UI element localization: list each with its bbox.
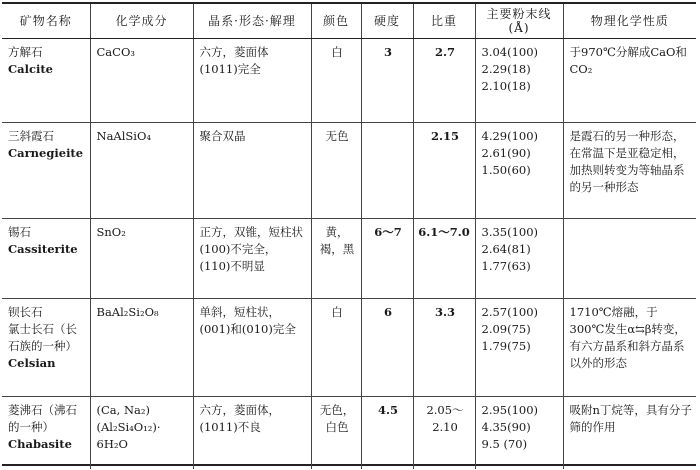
- cell-gravity: [413, 397, 475, 469]
- header-hardness: 硬度: [361, 4, 413, 39]
- cell-crystal: 聚合双晶: [193, 123, 311, 219]
- cell-crystal: 六方，菱面体，(1011)不良: [193, 397, 311, 469]
- powder-line: 2.10(18): [481, 79, 531, 93]
- cell-name: [2, 123, 90, 219]
- powder-line: 2.09(75): [481, 322, 531, 336]
- mineral-table-sheet: [2, 2, 696, 466]
- cell-powder: [475, 219, 563, 299]
- table-row: [2, 123, 696, 219]
- header-powder: [475, 4, 563, 39]
- header-crystal: 晶系·形态·解理: [193, 4, 311, 39]
- name-zh-cont: 的一种）: [8, 420, 54, 434]
- cell-properties: 是霞石的另一种形态，在常温下是亚稳定相，加热则转变为等轴晶系的另一种形态: [563, 123, 696, 219]
- composition-line: 6H₂O: [96, 437, 128, 451]
- header-gravity: 比重: [413, 4, 475, 39]
- powder-line: 3.35(100): [481, 225, 539, 239]
- cell-color: 无色: [311, 123, 361, 219]
- cell-composition: [90, 397, 193, 469]
- cell-gravity: 2.15: [413, 123, 475, 219]
- composition-line: (Ca, Na₂): [96, 403, 150, 417]
- cell-name: [2, 39, 90, 123]
- cell-name: [2, 219, 90, 299]
- cell-properties: 1710℃熔融，于300℃发生α⇆β转变，有六方晶系和斜方晶系以外的形态: [563, 299, 696, 397]
- cell-crystal: 正方，双锥，短柱状(100)不完全，(110)不明显: [193, 219, 311, 299]
- powder-line: 2.29(18): [481, 62, 531, 76]
- cell-gravity: 3.3: [413, 299, 475, 397]
- name-zh: 锡石: [8, 225, 31, 239]
- cell-powder: [475, 39, 563, 123]
- cell-gravity: 2.7: [413, 39, 475, 123]
- cell-composition: SnO₂: [90, 219, 193, 299]
- name-zh: 菱沸石（沸石: [8, 403, 77, 417]
- name-en: Cassiterite: [8, 242, 78, 256]
- name-en: Carnegieite: [8, 146, 84, 160]
- header-properties: 物理化学性质: [563, 4, 696, 39]
- cell-hardness: 3: [361, 39, 413, 123]
- header-powder-title: 主要粉末线: [486, 7, 552, 21]
- powder-line: 2.57(100): [481, 305, 539, 319]
- cell-name: [2, 397, 90, 469]
- name-en: Celsian: [8, 356, 56, 370]
- cell-properties: 于970℃分解成CaO和CO₂: [563, 39, 696, 123]
- gravity-line: 2.10: [432, 420, 458, 434]
- cell-color: 无色，白色: [311, 397, 361, 469]
- name-zh-alt: 氯士长石（长: [8, 322, 77, 336]
- header-name: 矿物名称: [2, 4, 90, 39]
- powder-line: 2.64(81): [481, 242, 531, 256]
- powder-line: 4.29(100): [481, 129, 539, 143]
- cell-name: [2, 299, 90, 397]
- cell-composition: NaAlSiO₄: [90, 123, 193, 219]
- table-row: [2, 299, 696, 397]
- gravity-line: 2.05～: [426, 403, 464, 417]
- cell-color: 白: [311, 299, 361, 397]
- powder-line: 4.35(90): [481, 420, 531, 434]
- powder-line: 3.04(100): [481, 45, 539, 59]
- powder-line: 9.5 (70): [481, 437, 528, 451]
- name-zh: 三斜霞石: [8, 129, 54, 143]
- cell-powder: [475, 123, 563, 219]
- table-row: [2, 397, 696, 469]
- name-zh: 钡长石: [8, 305, 43, 319]
- cell-gravity: 6.1～7.0: [413, 219, 475, 299]
- header-color: 颜色: [311, 4, 361, 39]
- cell-properties: 吸附n丁烷等，具有分子筛的作用: [569, 403, 692, 434]
- name-zh-alt: 石族的一种）: [8, 339, 77, 353]
- name-en: Chabasite: [8, 437, 72, 451]
- table-row: [2, 219, 696, 299]
- cell-properties: [563, 219, 696, 299]
- powder-line: 1.50(60): [481, 163, 531, 177]
- table-row: [2, 39, 696, 123]
- powder-line: 2.95(100): [481, 403, 539, 417]
- mineral-table: [2, 4, 696, 469]
- name-zh: 方解石: [8, 45, 43, 59]
- cell-powder: [475, 397, 563, 469]
- cell-hardness: 6～7: [361, 219, 413, 299]
- composition-line: (Al₂Si₄O₁₂)·: [96, 420, 161, 434]
- header-row: [2, 4, 696, 39]
- header-composition: 化学成分: [90, 4, 193, 39]
- powder-line: 1.77(63): [481, 259, 531, 273]
- cell-hardness: 6: [361, 299, 413, 397]
- cell-color: 白: [311, 39, 361, 123]
- cell-crystal: 六方，菱面体(1011)完全: [193, 39, 311, 123]
- cell-composition: CaCO₃: [90, 39, 193, 123]
- powder-line: 1.79(75): [481, 339, 531, 353]
- cell-color: 黄，褐，黑: [311, 219, 361, 299]
- powder-line: 2.61(90): [481, 146, 531, 160]
- cell-hardness: [361, 123, 413, 219]
- cell-powder: [475, 299, 563, 397]
- header-powder-unit: (Å): [508, 21, 530, 35]
- cell-composition: BaAl₂Si₂O₈: [90, 299, 193, 397]
- name-en: Calcite: [8, 62, 53, 76]
- cell-crystal: 单斜，短柱状，(001)和(010)完全: [193, 299, 311, 397]
- cell-hardness: 4.5: [361, 397, 413, 469]
